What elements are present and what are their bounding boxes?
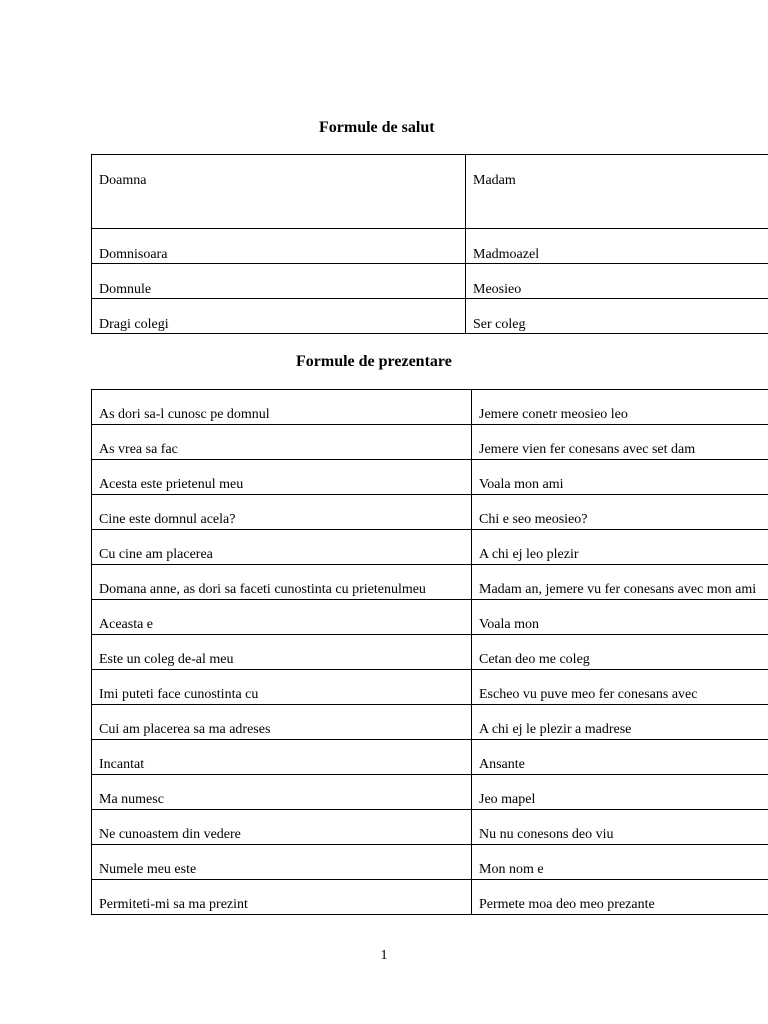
table-row: [92, 565, 768, 600]
romanian-phrase: As dori sa-l cunosc pe domnul: [92, 390, 472, 425]
romanian-phrase: Este un coleg de-al meu: [92, 635, 472, 670]
french-phrase: Ser coleg: [466, 299, 768, 334]
romanian-phrase: Cui am placerea sa ma adreses: [92, 705, 472, 740]
table-row: [92, 600, 768, 635]
romanian-phrase: Dragi colegi: [92, 299, 466, 334]
table-row: [92, 390, 768, 425]
table-row: [92, 810, 768, 845]
greetings-table: [91, 154, 768, 334]
romanian-phrase: Permiteti-mi sa ma prezint: [92, 880, 472, 915]
french-phrase: Mon nom e: [472, 845, 768, 880]
french-phrase: Madam: [466, 155, 768, 229]
romanian-phrase: As vrea sa fac: [92, 425, 472, 460]
romanian-phrase: Incantat: [92, 740, 472, 775]
table-row: [92, 775, 768, 810]
table-row: [92, 229, 768, 264]
romanian-phrase: Domnule: [92, 264, 466, 299]
french-phrase: Nu nu conesons deo viu: [472, 810, 768, 845]
french-phrase: Voala mon ami: [472, 460, 768, 495]
section-title-greetings: Formule de salut: [319, 119, 435, 136]
french-phrase: A chi ej le plezir a madrese: [472, 705, 768, 740]
romanian-phrase: Ne cunoastem din vedere: [92, 810, 472, 845]
table-row: [92, 460, 768, 495]
page-number: 1: [380, 948, 388, 963]
romanian-phrase: Numele meu este: [92, 845, 472, 880]
french-phrase: Permete moa deo meo prezante: [472, 880, 768, 915]
table-row: [92, 264, 768, 299]
table-row: [92, 880, 768, 915]
romanian-phrase: Cine este domnul acela?: [92, 495, 472, 530]
romanian-phrase: Aceasta e: [92, 600, 472, 635]
french-phrase: Jeo mapel: [472, 775, 768, 810]
french-phrase: Escheo vu puve meo fer conesans avec: [472, 670, 768, 705]
french-phrase: Jemere conetr meosieo leo: [472, 390, 768, 425]
section-title-introductions: Formule de prezentare: [296, 353, 452, 370]
table-row: [92, 495, 768, 530]
french-phrase: Meosieo: [466, 264, 768, 299]
table-row: [92, 155, 768, 229]
french-phrase: Madam an, jemere vu fer conesans avec mon ami: [472, 565, 768, 600]
table-row: [92, 635, 768, 670]
french-phrase: Voala mon: [472, 600, 768, 635]
table-row: [92, 425, 768, 460]
table-row: [92, 705, 768, 740]
french-phrase: Cetan deo me coleg: [472, 635, 768, 670]
romanian-phrase: Ma numesc: [92, 775, 472, 810]
french-phrase: Ansante: [472, 740, 768, 775]
romanian-phrase: Imi puteti face cunostinta cu: [92, 670, 472, 705]
romanian-phrase: Domnisoara: [92, 229, 466, 264]
french-phrase: Chi e seo meosieo?: [472, 495, 768, 530]
romanian-phrase: Acesta este prietenul meu: [92, 460, 472, 495]
table-row: [92, 845, 768, 880]
french-phrase: A chi ej leo plezir: [472, 530, 768, 565]
romanian-phrase: Doamna: [92, 155, 466, 229]
introductions-table: [91, 389, 768, 915]
table-row: [92, 530, 768, 565]
table-row: [92, 299, 768, 334]
table-row: [92, 670, 768, 705]
french-phrase: Madmoazel: [466, 229, 768, 264]
romanian-phrase: Domana anne, as dori sa faceti cunostinta cu prietenulmeu: [92, 565, 472, 600]
french-phrase: Jemere vien fer conesans avec set dam: [472, 425, 768, 460]
table-row: [92, 740, 768, 775]
romanian-phrase: Cu cine am placerea: [92, 530, 472, 565]
